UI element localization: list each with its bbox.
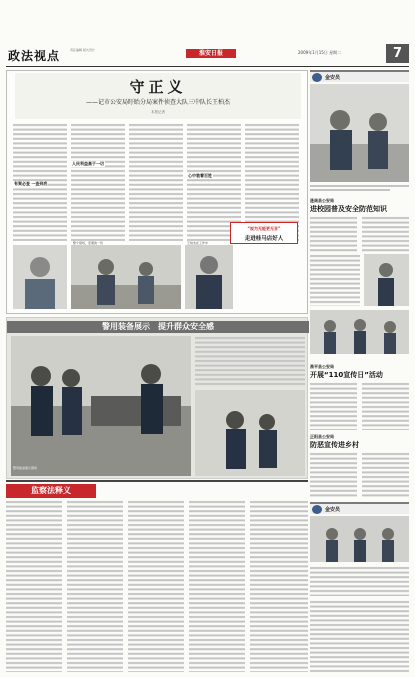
lead-photo-1 xyxy=(13,245,67,309)
lead-photo-caption-2: 王柏杰在工作中 xyxy=(187,241,209,245)
section-title: 政法视点 xyxy=(8,49,61,63)
bottom-rule xyxy=(6,480,308,482)
page-number: 7 xyxy=(386,44,409,63)
lead-byline: 本报记者 xyxy=(151,110,165,114)
newspaper-logo: 淮安日报 xyxy=(186,49,236,58)
sidebar-item2-text xyxy=(310,382,409,430)
quote-line-2: 走进桂马店好人 xyxy=(244,236,284,242)
sidebar-bottom-columns xyxy=(310,600,409,672)
page-header xyxy=(6,44,409,66)
sidebar-badge-2-label: 金安员 xyxy=(325,507,341,513)
lead-photo-2 xyxy=(71,245,181,309)
banner-photo-side xyxy=(195,390,305,476)
law-text-columns xyxy=(6,500,308,672)
sidebar-item2-title: 开展“110宣传日”活动 xyxy=(310,371,383,379)
lead-subhead-1: 有案必查 一查到底 xyxy=(14,181,48,186)
law-column-title: 监察法释义 xyxy=(6,484,96,498)
banner-caption-lines xyxy=(195,336,305,386)
sidebar-caption-lines-1 xyxy=(310,184,409,194)
quote-box xyxy=(230,222,298,244)
section-subtitle: 责任编辑 版式设计 xyxy=(70,48,95,52)
sidebar-badge xyxy=(310,70,409,82)
lead-photo-caption-1: 整个现场，宏观的一切 xyxy=(73,241,104,245)
header-rule xyxy=(6,66,409,67)
sidebar-badge-2 xyxy=(310,502,409,514)
sidebar-item3-org: 正阳县公安局 xyxy=(310,434,334,439)
quote-line-1: “视为无能更无言” xyxy=(247,226,281,231)
sidebar-photo-1 xyxy=(310,84,409,182)
sidebar-item1-text xyxy=(310,216,409,252)
issue-date: 2009年1月15日 星期二 xyxy=(298,50,342,55)
sidebar-bottom-text xyxy=(310,566,409,596)
lead-headline-block xyxy=(15,73,301,119)
sidebar-photo-4 xyxy=(310,516,409,562)
banner-title: 警用装备展示 提升群众安全感 xyxy=(7,321,309,333)
lead-title: 守正义 xyxy=(129,78,187,96)
lead-subhead-3: 心中装着百姓 xyxy=(188,173,212,178)
sidebar-item3-text xyxy=(310,452,409,498)
banner-photo-main xyxy=(11,336,191,476)
banner-caption: 警用装备展示现场 xyxy=(13,466,38,470)
sidebar-photo-3 xyxy=(310,310,409,354)
police-badge-icon xyxy=(312,73,322,82)
lead-subhead-2: 人民利益高于一切 xyxy=(72,161,104,166)
sidebar xyxy=(310,70,409,598)
lead-article xyxy=(6,70,308,314)
lead-photo-3 xyxy=(185,245,233,309)
sidebar-item1-title: 进校园普及安全防范知识 xyxy=(310,205,387,213)
police-badge-icon-2 xyxy=(312,505,322,514)
sidebar-item1-org: 涟南县公安局 xyxy=(310,198,334,203)
sidebar-badge-label: 金安员 xyxy=(325,75,341,81)
equipment-banner xyxy=(6,317,308,479)
sidebar-item1-text-2 xyxy=(310,254,360,306)
sidebar-photo-2 xyxy=(364,254,409,306)
lead-subtitle: ——记市公安局盱眙分局案件侦查大队三中队长王柏杰 xyxy=(85,99,230,106)
sidebar-item2-org: 淮平县公安局 xyxy=(310,364,334,369)
sidebar-item3-title: 防恶宣传进乡村 xyxy=(310,441,359,449)
